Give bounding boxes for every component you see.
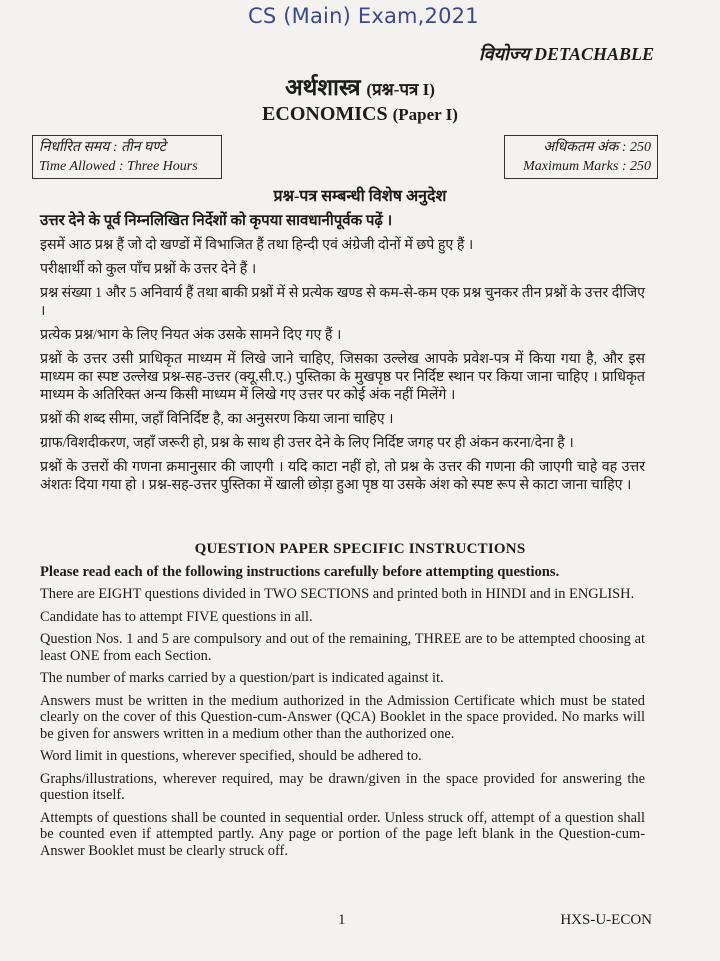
handwritten-exam-title: CS (Main) Exam,2021 (248, 4, 479, 28)
list-item: The number of marks carried by a question/part is indicated against it. (40, 670, 444, 686)
subject-english: ECONOMICS (262, 103, 388, 125)
list-item: प्रत्येक प्रश्न/भाग के लिए नियत अंक उसके सामने दिए गए हैं । (40, 327, 342, 343)
subject-hindi: अर्थशास्त्र (285, 75, 361, 100)
hindi-instructions-heading: प्रश्न-पत्र सम्बन्धी विशेष अनुदेश (273, 188, 447, 205)
marks-hindi: अधिकतम अंक : 250 (543, 140, 651, 155)
title-hindi (0, 70, 720, 102)
list-item: प्रश्नों के उत्तर उसी प्राधिकृत माध्यम में लिखे जाने चाहिए, जिसका उल्लेख आपके प्रवेश-पत्र में किया गया है, और इस माध्यम का स्पष्ट उल्लेख प्रश्न-सह-उत्तर (क्यू.सी.ए.) पुस्तिका के मुखपृष्ठ पर निर्दिष्ट स्थान पर किया जाना चाहिए । प्राधिकृत माध्यम के अतिरिक्त अन्य किसी माध्यम में लिखे गए उत्तर पर कोई अंक नहीं मिलेंगे । (40, 351, 645, 403)
list-item: परीक्षार्थी को कुल पाँच प्रश्नों के उत्तर देने हैं । (40, 261, 257, 277)
marks-english: Maximum Marks : 250 (523, 159, 651, 174)
list-item: Attempts of questions shall be counted in sequential order. Unless struck off, attempt of a question shall be counted even if attempted partly. Any page or portion of the page left blank in the Question-cum-Answer Booklet must be clearly struck off. (40, 809, 645, 859)
paper-hindi: (प्रश्न-पत्र I) (366, 80, 435, 99)
list-item: प्रश्न संख्या 1 और 5 अनिवार्य हैं तथा बाकी प्रश्नों में से प्रत्येक खण्ड से कम-से-कम एक प्रश्न चुनकर तीन प्रश्नों के उत्तर दीजिए । (40, 285, 645, 319)
title-english (0, 103, 720, 126)
paper-code: HXS-U-ECON (560, 912, 652, 928)
english-instructions-list (40, 586, 645, 865)
list-item: Word limit in questions, wherever specified, should be adhered to. (40, 748, 422, 764)
list-item: प्रश्नों की शब्द सीमा, जहाँ विनिर्दिष्ट है, का अनुसरण किया जाना चाहिए । (40, 411, 394, 427)
time-english: Time Allowed : Three Hours (39, 159, 198, 174)
detachable-label: वियोज्य DETACHABLE (478, 44, 654, 64)
time-hindi: निर्धारित समय : तीन घण्टे (39, 140, 166, 155)
time-allowed-box (32, 135, 222, 179)
list-item: Question Nos. 1 and 5 are compulsory and out of the remaining, THREE are to be attempted choosing at least ONE from each Section. (40, 631, 645, 664)
english-instructions-heading: QUESTION PAPER SPECIFIC INSTRUCTIONS (194, 541, 526, 557)
english-instructions-lead: Please read each of the following instructions carefully before attempting questions. (40, 564, 560, 580)
list-item: There are EIGHT questions divided in TWO SECTIONS and printed both in HINDI and in ENGLISH. (40, 586, 635, 602)
paper-english: (Paper I) (392, 105, 458, 124)
list-item: ग्राफ/विशदीकरण, जहाँ जरूरी हो, प्रश्न के साथ ही उत्तर देने के लिए निर्दिष्ट जगह पर ही अंकन करना/देना है । (40, 435, 574, 451)
max-marks-box (504, 135, 658, 179)
list-item: Graphs/illustrations, wherever required, may be drawn/given in the space provided for answering the question itself. (40, 770, 645, 803)
list-item: Candidate has to attempt FIVE questions in all. (40, 608, 313, 625)
hindi-instructions-list (40, 212, 645, 500)
list-item: इसमें आठ प्रश्न हैं जो दो खण्डों में विभाजित हैं तथा हिन्दी एवं अंग्रेजी दोनों में छपे हुए हैं । (40, 237, 474, 253)
list-item: Answers must be written in the medium authorized in the Admission Certificate which must be stated clearly on the cover of this Question-cum-Answer (QCA) Booklet in the space provided. No marks will be given for answers written in a medium other than the authorized one. (40, 692, 645, 742)
list-item: प्रश्नों के उत्तरों की गणना क्रमानुसार की जाएगी । यदि काटा नहीं हो, तो प्रश्न के उत्तर की गणना की जाएगी चाहे वह उत्तर अंशतः दिया गया हो । प्रश्न-सह-उत्तर पुस्तिका में खाली छोड़ा हुआ पृष्ठ या उसके अंश को स्पष्ट रूप से काटा जाना चाहिए । (40, 459, 645, 493)
hindi-instructions-lead: उत्तर देने के पूर्व निम्नलिखित निर्देशों को कृपया सावधानीपूर्वक पढ़ें । (40, 213, 393, 229)
page-number: 1 (338, 912, 346, 928)
